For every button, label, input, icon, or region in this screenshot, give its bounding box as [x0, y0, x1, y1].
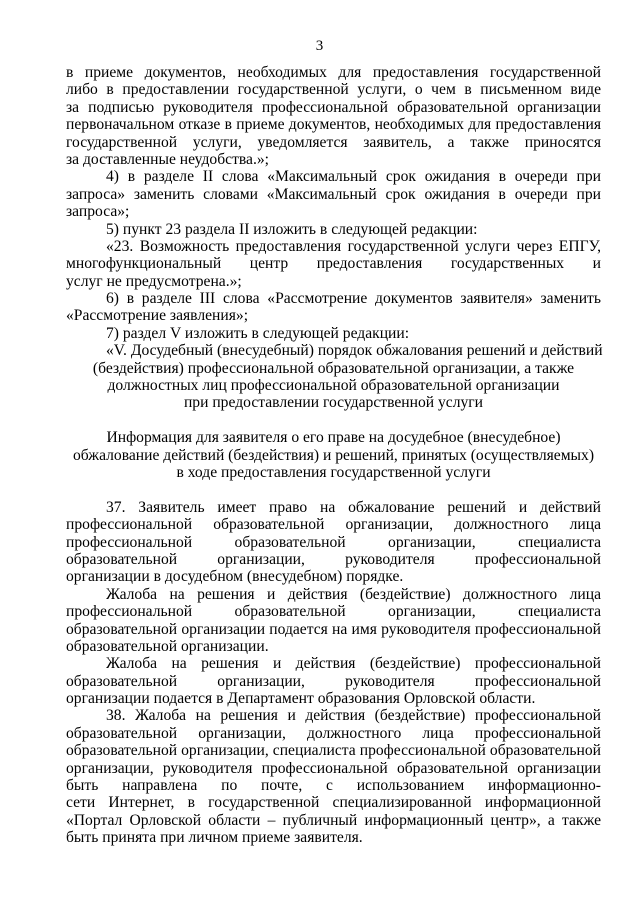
- text-line: сети Интернет, в государственной специализированной информационной: [66, 794, 601, 812]
- text-line: (бездействия) профессиональной образовательной организации, а также: [92, 359, 575, 377]
- text-line: образовательной организации подается на имя руководителя профессиональной: [66, 620, 601, 638]
- text-line: за подписью руководителя профессиональной образовательной организации: [66, 98, 601, 116]
- text-line: образовательной организации.: [66, 637, 269, 655]
- text-line: Жалоба на решения и действия (бездействие) профессиональной: [106, 655, 601, 673]
- text-line: «Портал Орловской области – публичный информационный центр», а также: [66, 811, 601, 829]
- text-line: государственной услуги, уведомляется заявитель, а также приносятся: [66, 133, 601, 151]
- text-line: быть принята при личном приеме заявителя.: [66, 829, 363, 847]
- blank-line: [66, 481, 601, 498]
- text-line: обжалование действий (бездействия) и решений, принятых (осуществляемых): [72, 446, 595, 464]
- blank-line: [66, 412, 601, 429]
- text-line: профессиональной образовательной организации, специалиста: [66, 603, 601, 621]
- text-line: «23. Возможность предоставления государственной услуги через ЕПГУ,: [106, 237, 601, 255]
- text-line: организации в досудебном (внесудебном) порядке.: [66, 568, 404, 586]
- text-line: 37. Заявитель имеет право на обжалование решений и действий: [106, 498, 601, 516]
- text-line: «Рассмотрение заявления»;: [66, 307, 249, 325]
- text-line: запроса»;: [66, 203, 130, 221]
- document-body: [66, 64, 601, 847]
- text-line: образовательной организации, должностного лица профессиональной: [66, 724, 601, 742]
- text-line: образовательной организации, руководителя профессиональной: [66, 672, 601, 690]
- text-line: многофункциональный центр предоставления государственных и: [66, 255, 601, 273]
- text-line: образовательной организации, специалиста профессиональной образовательной: [66, 742, 601, 760]
- text-line: Жалоба на решения и действия (бездействие) должностного лица: [106, 585, 601, 603]
- text-line: в приеме документов, необходимых для предоставления государственной: [66, 64, 601, 81]
- text-line: в ходе предоставления государственной услуги: [176, 463, 491, 481]
- text-line: 5) пункт 23 раздела II изложить в следующей редакции:: [106, 220, 478, 238]
- text-line: профессиональной образовательной организации, специалиста: [66, 533, 601, 551]
- text-line: Информация для заявителя о его праве на досудебное (внесудебное): [106, 429, 561, 447]
- text-line: 7) раздел V изложить в следующей редакции:: [106, 324, 410, 342]
- text-line: быть направлена по почте, с использованием информационно-: [66, 777, 601, 795]
- text-line: либо в предоставлении государственной услуги, о чем в письменном виде: [66, 81, 601, 99]
- text-line: «V. Досудебный (внесудебный) порядок обжалования решений и действий: [106, 342, 603, 360]
- text-line: запроса» заменить словами «Максимальный срок ожидания в очереди при: [66, 185, 601, 203]
- text-line: образовательной организации, руководителя профессиональной: [66, 550, 601, 568]
- text-line: 6) в разделе III слова «Рассмотрение документов заявителя» заменить: [106, 290, 601, 308]
- text-line: первоначальном отказе в приеме документов, необходимых для предоставления: [66, 116, 601, 134]
- text-line: профессиональной образовательной организации, должностного лица: [66, 516, 601, 534]
- page-number: 3: [315, 38, 324, 54]
- text-line: при предоставлении государственной услуги: [183, 394, 484, 412]
- text-line: 38. Жалоба на решения и действия (бездействие) профессиональной: [106, 707, 601, 725]
- text-line: за доставленные неудобства.»;: [66, 150, 269, 168]
- text-line: 4) в разделе II слова «Максимальный срок ожидания в очереди при: [106, 168, 601, 186]
- text-line: организации подается в Департамент образования Орловской области.: [66, 690, 536, 708]
- text-line: организации, руководителя профессиональной образовательной организации: [66, 759, 601, 777]
- text-line: должностных лиц профессиональной образовательной организации: [107, 377, 560, 395]
- text-line: услуг не предусмотрена.»;: [66, 272, 242, 290]
